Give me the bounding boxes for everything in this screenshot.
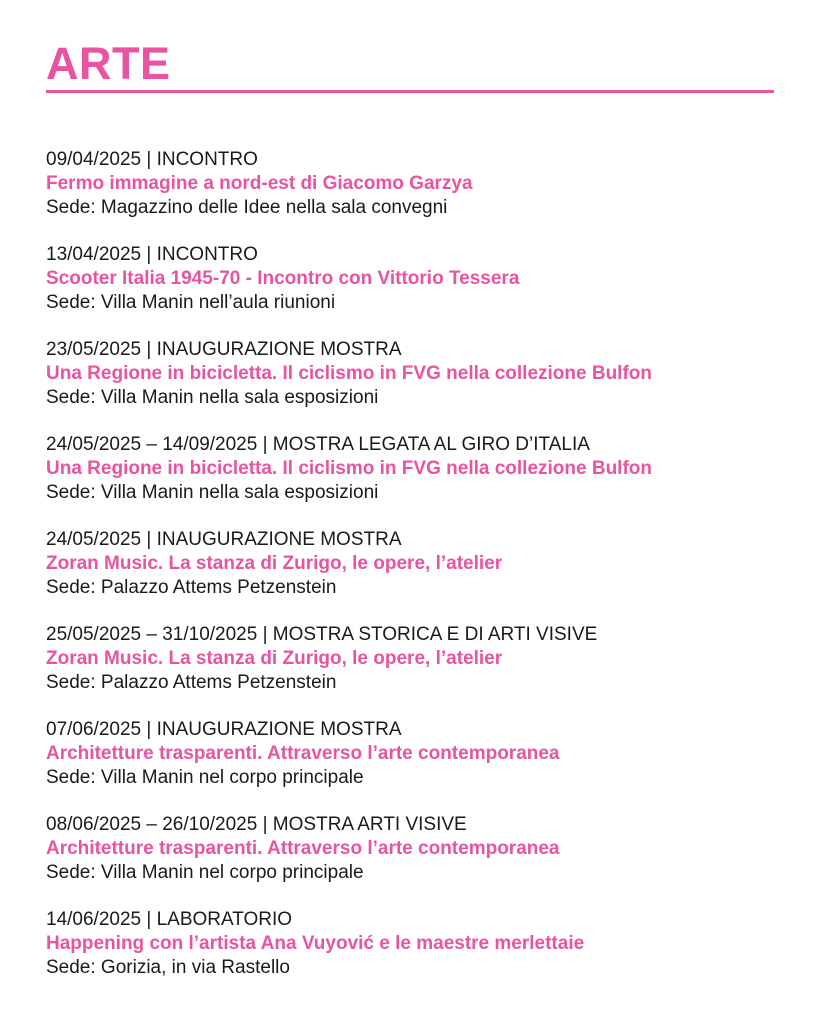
event-venue: Sede: Palazzo Attems Petzenstein	[46, 577, 337, 598]
event-date-type: 13/04/2025 | INCONTRO	[46, 244, 258, 265]
event-title: Una Regione in bicicletta. Il ciclismo in FVG nella collezione Bulfon	[46, 458, 652, 479]
event-item	[46, 528, 774, 623]
event-date-type: 14/06/2025 | LABORATORIO	[46, 909, 293, 930]
event-item	[46, 908, 774, 1003]
page-title: ARTE	[46, 38, 171, 89]
event-item	[46, 718, 774, 813]
event-venue: Sede: Villa Manin nell’aula riunioni	[46, 292, 336, 313]
event-item	[46, 813, 774, 908]
event-title: Fermo immagine a nord-est di Giacomo Garzya	[46, 173, 473, 194]
event-title: Una Regione in bicicletta. Il ciclismo in FVG nella collezione Bulfon	[46, 363, 652, 384]
event-venue: Sede: Gorizia, in via Rastello	[46, 957, 290, 978]
event-title: Architetture trasparenti. Attraverso l’arte contemporanea	[46, 838, 560, 859]
event-venue: Sede: Palazzo Attems Petzenstein	[46, 672, 337, 693]
event-title: Zoran Music. La stanza di Zurigo, le opere, l’atelier	[46, 553, 503, 574]
event-title: Happening con l’artista Ana Vuyović e le maestre merlettaie	[46, 933, 585, 954]
event-venue: Sede: Villa Manin nella sala esposizioni	[46, 482, 379, 503]
event-title: Scooter Italia 1945-70 - Incontro con Vittorio Tessera	[46, 268, 520, 289]
title-divider	[46, 90, 774, 93]
event-title: Architetture trasparenti. Attraverso l’arte contemporanea	[46, 743, 560, 764]
event-date-type: 24/05/2025 – 14/09/2025 | MOSTRA LEGATA AL GIRO D’ITALIA	[46, 434, 590, 455]
event-venue: Sede: Villa Manin nel corpo principale	[46, 862, 364, 883]
event-list	[46, 148, 774, 1003]
event-item	[46, 148, 774, 243]
event-date-type: 07/06/2025 | INAUGURAZIONE MOSTRA	[46, 719, 402, 740]
event-item	[46, 243, 774, 338]
event-date-type: 23/05/2025 | INAUGURAZIONE MOSTRA	[46, 339, 402, 360]
event-date-type: 08/06/2025 – 26/10/2025 | MOSTRA ARTI VISIVE	[46, 814, 467, 835]
event-item	[46, 623, 774, 718]
event-item	[46, 433, 774, 528]
event-date-type: 25/05/2025 – 31/10/2025 | MOSTRA STORICA E DI ARTI VISIVE	[46, 624, 598, 645]
event-title: Zoran Music. La stanza di Zurigo, le opere, l’atelier	[46, 648, 503, 669]
event-date-type: 09/04/2025 | INCONTRO	[46, 149, 258, 170]
event-item	[46, 338, 774, 433]
event-venue: Sede: Villa Manin nella sala esposizioni	[46, 387, 379, 408]
event-venue: Sede: Magazzino delle Idee nella sala convegni	[46, 197, 448, 218]
event-date-type: 24/05/2025 | INAUGURAZIONE MOSTRA	[46, 529, 402, 550]
event-venue: Sede: Villa Manin nel corpo principale	[46, 767, 364, 788]
